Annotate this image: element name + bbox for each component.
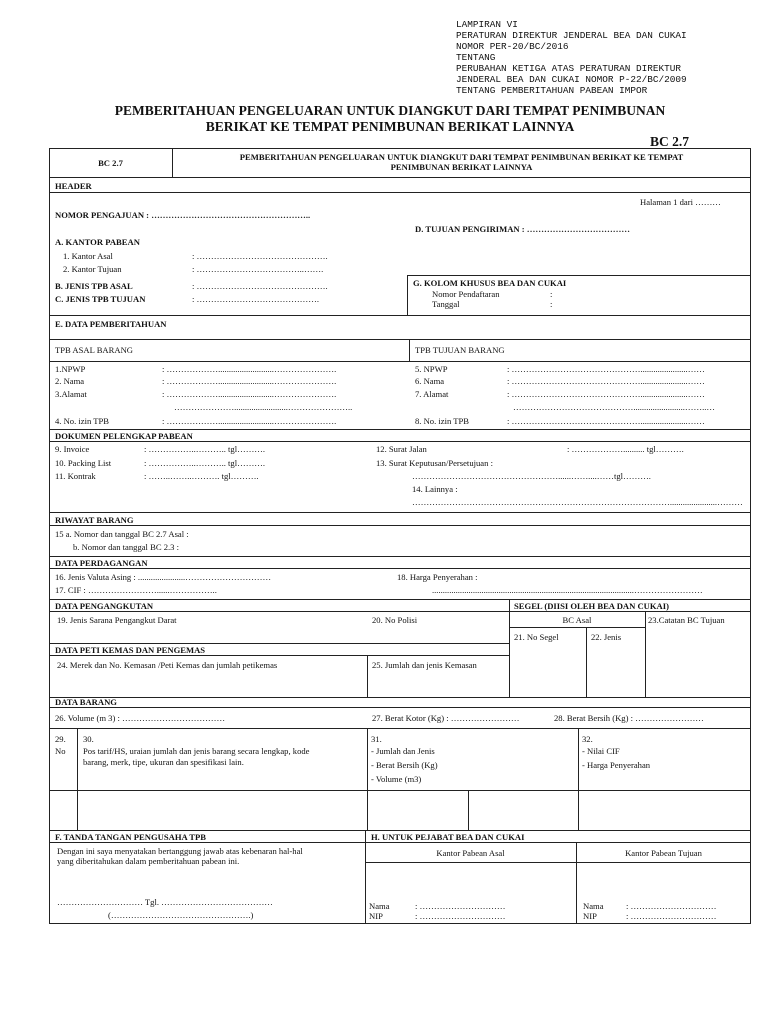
jumlah-kemasan-label: 25. Jumlah dan jenis Kemasan bbox=[372, 660, 477, 670]
lampiran-block bbox=[456, 19, 687, 96]
lampiran-line: TENTANG bbox=[456, 52, 496, 63]
col-32: 32. bbox=[582, 734, 593, 744]
catatan-label: 23.Catatan BC Tujuan bbox=[648, 615, 725, 625]
lampiran-line: JENDERAL BEA DAN CUKAI NOMOR P-22/BC/2009 bbox=[456, 74, 687, 85]
berat-kotor: 27. Berat Kotor (Kg) : …………………… bbox=[372, 713, 520, 723]
riwayat-a: 15 a. Nomor dan tanggal BC 2.7 Asal : bbox=[55, 529, 189, 539]
tanda-tangan-label: F. TANDA TANGAN PENGUSAHA TPB bbox=[55, 832, 206, 842]
kantor-pabean-label: A. KANTOR PABEAN bbox=[55, 237, 140, 247]
segel-label: SEGEL (DIISI OLEH BEA DAN CUKAI) bbox=[514, 601, 669, 611]
izin-asal-label: 4. No. izin TPB bbox=[55, 416, 110, 426]
npwp-tujuan-dots: : ………………………………………......................…… bbox=[507, 364, 705, 374]
col-30-text1: Pos tarif/HS, uraian jumlah dan jenis barang secara lengkap, kode bbox=[83, 746, 310, 756]
lainnya-dots: ………………………………………………………………………………......................……… bbox=[412, 497, 743, 507]
kolom-khusus-label: G. KOLOM KHUSUS BEA DAN CUKAI bbox=[413, 278, 567, 288]
merek-label: 24. Merek dan No. Kemasan /Peti Kemas dan jumlah petikemas bbox=[57, 660, 278, 670]
kantor-tujuan-label: 2. Kantor Tujuan bbox=[63, 264, 122, 274]
nama-tujuan-label: 6. Nama bbox=[415, 376, 445, 386]
col-30-text2: barang, merk, tipe, ukuran dan spesifikasi lain. bbox=[83, 757, 244, 767]
npwp-asal-dots: : ………………..........................…………………. bbox=[162, 364, 337, 374]
kontrak-label: 11. Kontrak bbox=[55, 471, 96, 481]
pejabat-asal-nama-dots: : ………………………… bbox=[415, 901, 506, 911]
pernyataan-line1: Dengan ini saya menyatakan bertanggung jawab atas kebenaran hal-hal bbox=[57, 846, 303, 856]
alamat-asal-dots: : ………………..........................…………………. bbox=[162, 389, 337, 399]
form-code: BC 2.7 bbox=[650, 134, 690, 149]
col-30: 30. bbox=[83, 734, 94, 744]
col-29: 29. bbox=[55, 734, 66, 744]
main-title bbox=[40, 103, 740, 135]
pernyataan-line2: yang diberitahukan dalam pemberitahuan pabean ini. bbox=[57, 856, 240, 866]
tpb-asal-label: TPB ASAL BARANG bbox=[55, 345, 133, 355]
jenis-tpb-tujuan-dots: : ……………………………………. bbox=[192, 294, 319, 304]
col-31-b: - Berat Bersih (Kg) bbox=[371, 760, 438, 770]
kantor-asal-label: 1. Kantor Asal bbox=[63, 251, 113, 261]
data-pemberitahuan-label: E. DATA PEMBERITAHUAN bbox=[55, 319, 167, 329]
lampiran-line: PERATURAN DIREKTUR JENDERAL BEA DAN CUKAI bbox=[456, 30, 687, 41]
nama-asal-dots: : ………………..........................…………………. bbox=[162, 376, 337, 386]
kantor-pabean-asal-label: Kantor Pabean Asal bbox=[436, 848, 505, 858]
main-title-line1: PEMBERITAHUAN PENGELUARAN UNTUK DIANGKUT DARI TEMPAT PENIMBUNAN bbox=[114, 103, 666, 118]
tpb-tujuan-label: TPB TUJUAN BARANG bbox=[415, 345, 505, 355]
perdagangan-label: DATA PERDAGANGAN bbox=[55, 558, 148, 568]
tanda-tangan-tgl: ………………………… Tgl. ………………………………… bbox=[57, 897, 273, 907]
berat-bersih: 28. Berat Bersih (Kg) : …………………… bbox=[554, 713, 704, 723]
jenis-tpb-tujuan-label: C. JENIS TPB TUJUAN bbox=[55, 294, 146, 304]
tanda-tangan-nama: (………………………………………….) bbox=[108, 910, 254, 920]
pejabat-tujuan-nip-dots: : ………………………… bbox=[626, 911, 717, 921]
surat-jalan-dots: : ……………….......... tgl………. bbox=[567, 444, 684, 454]
pejabat-tujuan-nip-label: NIP bbox=[583, 911, 597, 921]
barang-label: DATA BARANG bbox=[55, 697, 117, 707]
pejabat-asal-nip-label: NIP bbox=[369, 911, 383, 921]
surat-keputusan-dots: ……………………………………………......……....……tgl………. bbox=[412, 471, 651, 481]
sarana-label: 19. Jenis Sarana Pengangkut Darat bbox=[57, 615, 177, 625]
packing-dots: : ……………..……….. tgl………. bbox=[144, 458, 266, 468]
izin-tujuan-label: 8. No. izin TPB bbox=[415, 416, 470, 426]
jenis-tpb-asal-label: B. JENIS TPB ASAL bbox=[55, 281, 133, 291]
kontrak-dots: : ……..……..………. tgl………. bbox=[144, 471, 259, 481]
box-title-line1: PEMBERITAHUAN PENGELUARAN UNTUK DIANGKUT DARI TEMPAT PENIMBUNAN BERIKAT KE TEMPAT bbox=[239, 152, 684, 162]
col-29-no: No bbox=[55, 746, 66, 756]
pejabat-tujuan-nama-label: Nama bbox=[583, 901, 604, 911]
nama-asal-label: 2. Nama bbox=[55, 376, 85, 386]
izin-tujuan-dots: : ………………………………………......................…… bbox=[507, 416, 705, 426]
col-31: 31. bbox=[371, 734, 382, 744]
header-label: HEADER bbox=[55, 181, 92, 191]
alamat-asal-dots-cont: ………………….........................………………….. bbox=[174, 402, 353, 412]
surat-jalan-label: 12. Surat Jalan bbox=[376, 444, 427, 454]
box-title-code: BC 2.7 bbox=[98, 158, 123, 168]
alamat-tujuan-label: 7. Alamat bbox=[415, 389, 449, 399]
npwp-asal-label: 1.NPWP bbox=[55, 364, 86, 374]
npwp-tujuan-label: 5. NPWP bbox=[415, 364, 448, 374]
pejabat-asal-nip-dots: : ………………………… bbox=[415, 911, 506, 921]
lampiran-line: NOMOR PER-20/BC/2016 bbox=[456, 41, 569, 52]
col-32-a: - Nilai CIF bbox=[582, 746, 620, 756]
nomor-pengajuan: NOMOR PENGAJUAN : ……………………………………………….. bbox=[55, 210, 311, 220]
col-32-b: - Harga Penyerahan bbox=[582, 760, 651, 770]
peti-kemas-label: DATA PETI KEMAS DAN PENGEMAS bbox=[55, 645, 206, 655]
kantor-tujuan-dots: : ………………………………..……. bbox=[192, 264, 324, 274]
tujuan-pengiriman: D. TUJUAN PENGIRIMAN : ……………………………… bbox=[415, 224, 630, 234]
pejabat-tujuan-nama-dots: : ………………………… bbox=[626, 901, 717, 911]
riwayat-label: RIWAYAT BARANG bbox=[55, 515, 134, 525]
jenis-tpb-asal-dots: : ………………………………………. bbox=[192, 281, 328, 291]
main-title-line2: BERIKAT KE TEMPAT PENIMBUNAN BERIKAT LAINNYA bbox=[205, 119, 575, 134]
pejabat-asal-nama-label: Nama bbox=[369, 901, 390, 911]
dokumen-label: DOKUMEN PELENGKAP PABEAN bbox=[55, 431, 193, 441]
invoice-label: 9. Invoice bbox=[55, 444, 90, 454]
izin-asal-dots: : ………………..........................…………………. bbox=[162, 416, 337, 426]
tanggal-label: Tanggal bbox=[432, 299, 460, 309]
alamat-tujuan-dots: : ………………………………………......................…… bbox=[507, 389, 705, 399]
pengangkutan-label: DATA PENGANGKUTAN bbox=[55, 601, 154, 611]
lampiran-line: TENTANG PEMBERITAHUAN PABEAN IMPOR bbox=[456, 85, 648, 96]
lampiran-line: PERUBAHAN KETIGA ATAS PERATURAN DIREKTUR bbox=[456, 63, 682, 74]
halaman: Halaman 1 dari ……… bbox=[640, 197, 721, 207]
riwayat-b: b. Nomor dan tanggal BC 2.3 : bbox=[73, 542, 179, 552]
alamat-asal-label: 3.Alamat bbox=[55, 389, 87, 399]
nama-tujuan-dots: : ………………………………………......................…… bbox=[507, 376, 705, 386]
no-segel-label: 21. No Segel bbox=[514, 632, 559, 642]
pejabat-label: H. UNTUK PEJABAT BEA DAN CUKAI bbox=[371, 832, 525, 842]
lainnya-label: 14. Lainnya : bbox=[412, 484, 458, 494]
box-title-line2: PENIMBUNAN BERIKAT LAINNYA bbox=[390, 162, 533, 172]
polisi-label: 20. No Polisi bbox=[372, 615, 418, 625]
packing-label: 10. Packing List bbox=[55, 458, 112, 468]
volume: 26. Volume (m 3) : ……………………………… bbox=[55, 713, 226, 723]
jenis-segel-label: 22. Jenis bbox=[591, 632, 622, 642]
harga-penyerahan-label: 18. Harga Penyerahan : bbox=[397, 572, 478, 582]
valuta: 16. Jenis Valuta Asing : ......................………………………… bbox=[55, 572, 272, 582]
harga-penyerahan-dots: ..............................................................................................…………………… bbox=[432, 585, 703, 595]
col-31-a: - Jumlah dan Jenis bbox=[371, 746, 435, 756]
kantor-pabean-tujuan-label: Kantor Pabean Tujuan bbox=[625, 848, 702, 858]
bc-asal-label: BC Asal bbox=[562, 615, 592, 625]
surat-keputusan-label: 13. Surat Keputusan/Persetujuan : bbox=[376, 458, 493, 468]
invoice-dots: : ……………..……….. tgl………. bbox=[144, 444, 266, 454]
tanggal-colon: : bbox=[550, 299, 553, 309]
col-31-c: - Volume (m3) bbox=[371, 774, 422, 784]
nomor-pendaftaran-label: Nomor Pendaftaran bbox=[432, 289, 500, 299]
lampiran-line: LAMPIRAN VI bbox=[456, 19, 518, 30]
cif: 17. CIF : ……………………......…………….. bbox=[55, 585, 217, 595]
alamat-tujuan-dots-cont: ……………………………………........................……..… bbox=[513, 402, 715, 412]
kantor-asal-dots: : ………………………………………. bbox=[192, 251, 328, 261]
nomor-pendaftaran-colon: : bbox=[550, 289, 553, 299]
